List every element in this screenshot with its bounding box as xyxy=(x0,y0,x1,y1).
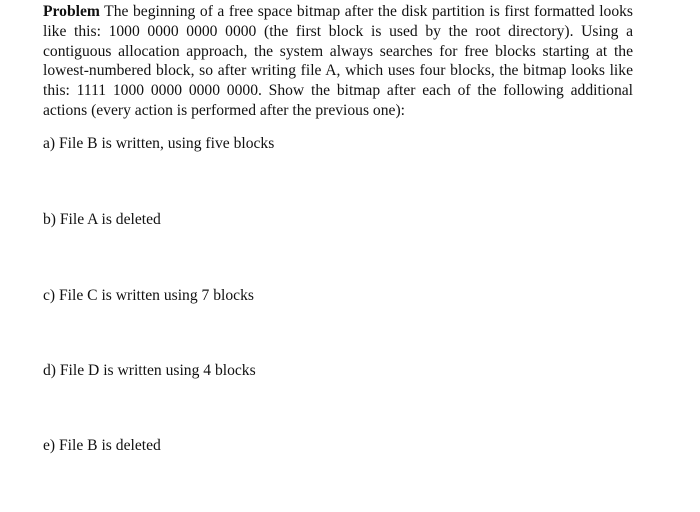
problem-heading: Problem xyxy=(43,3,100,20)
question-e: e) File B is deleted xyxy=(43,437,161,454)
question-a: a) File B is written, using five blocks xyxy=(43,135,275,152)
problem-statement xyxy=(43,2,633,121)
question-b: b) File A is deleted xyxy=(43,211,161,228)
question-c: c) File C is written using 7 blocks xyxy=(43,287,254,304)
problem-text: The beginning of a free space bitmap after the disk partition is first formatted looks like this: 1000 0000 0000 0000 (the first block is used by the root directory). Using a contiguous allocation approach, the system always searches for free blocks starting at the lowest-numbered block, so after writing file A, which uses four blocks, the bitmap looks like this: 1111 1000 0000 0000 0000. Show the bitmap after each of the following additional actions (every action is performed after the previous one): xyxy=(43,3,633,119)
question-d: d) File D is written using 4 blocks xyxy=(43,362,256,379)
